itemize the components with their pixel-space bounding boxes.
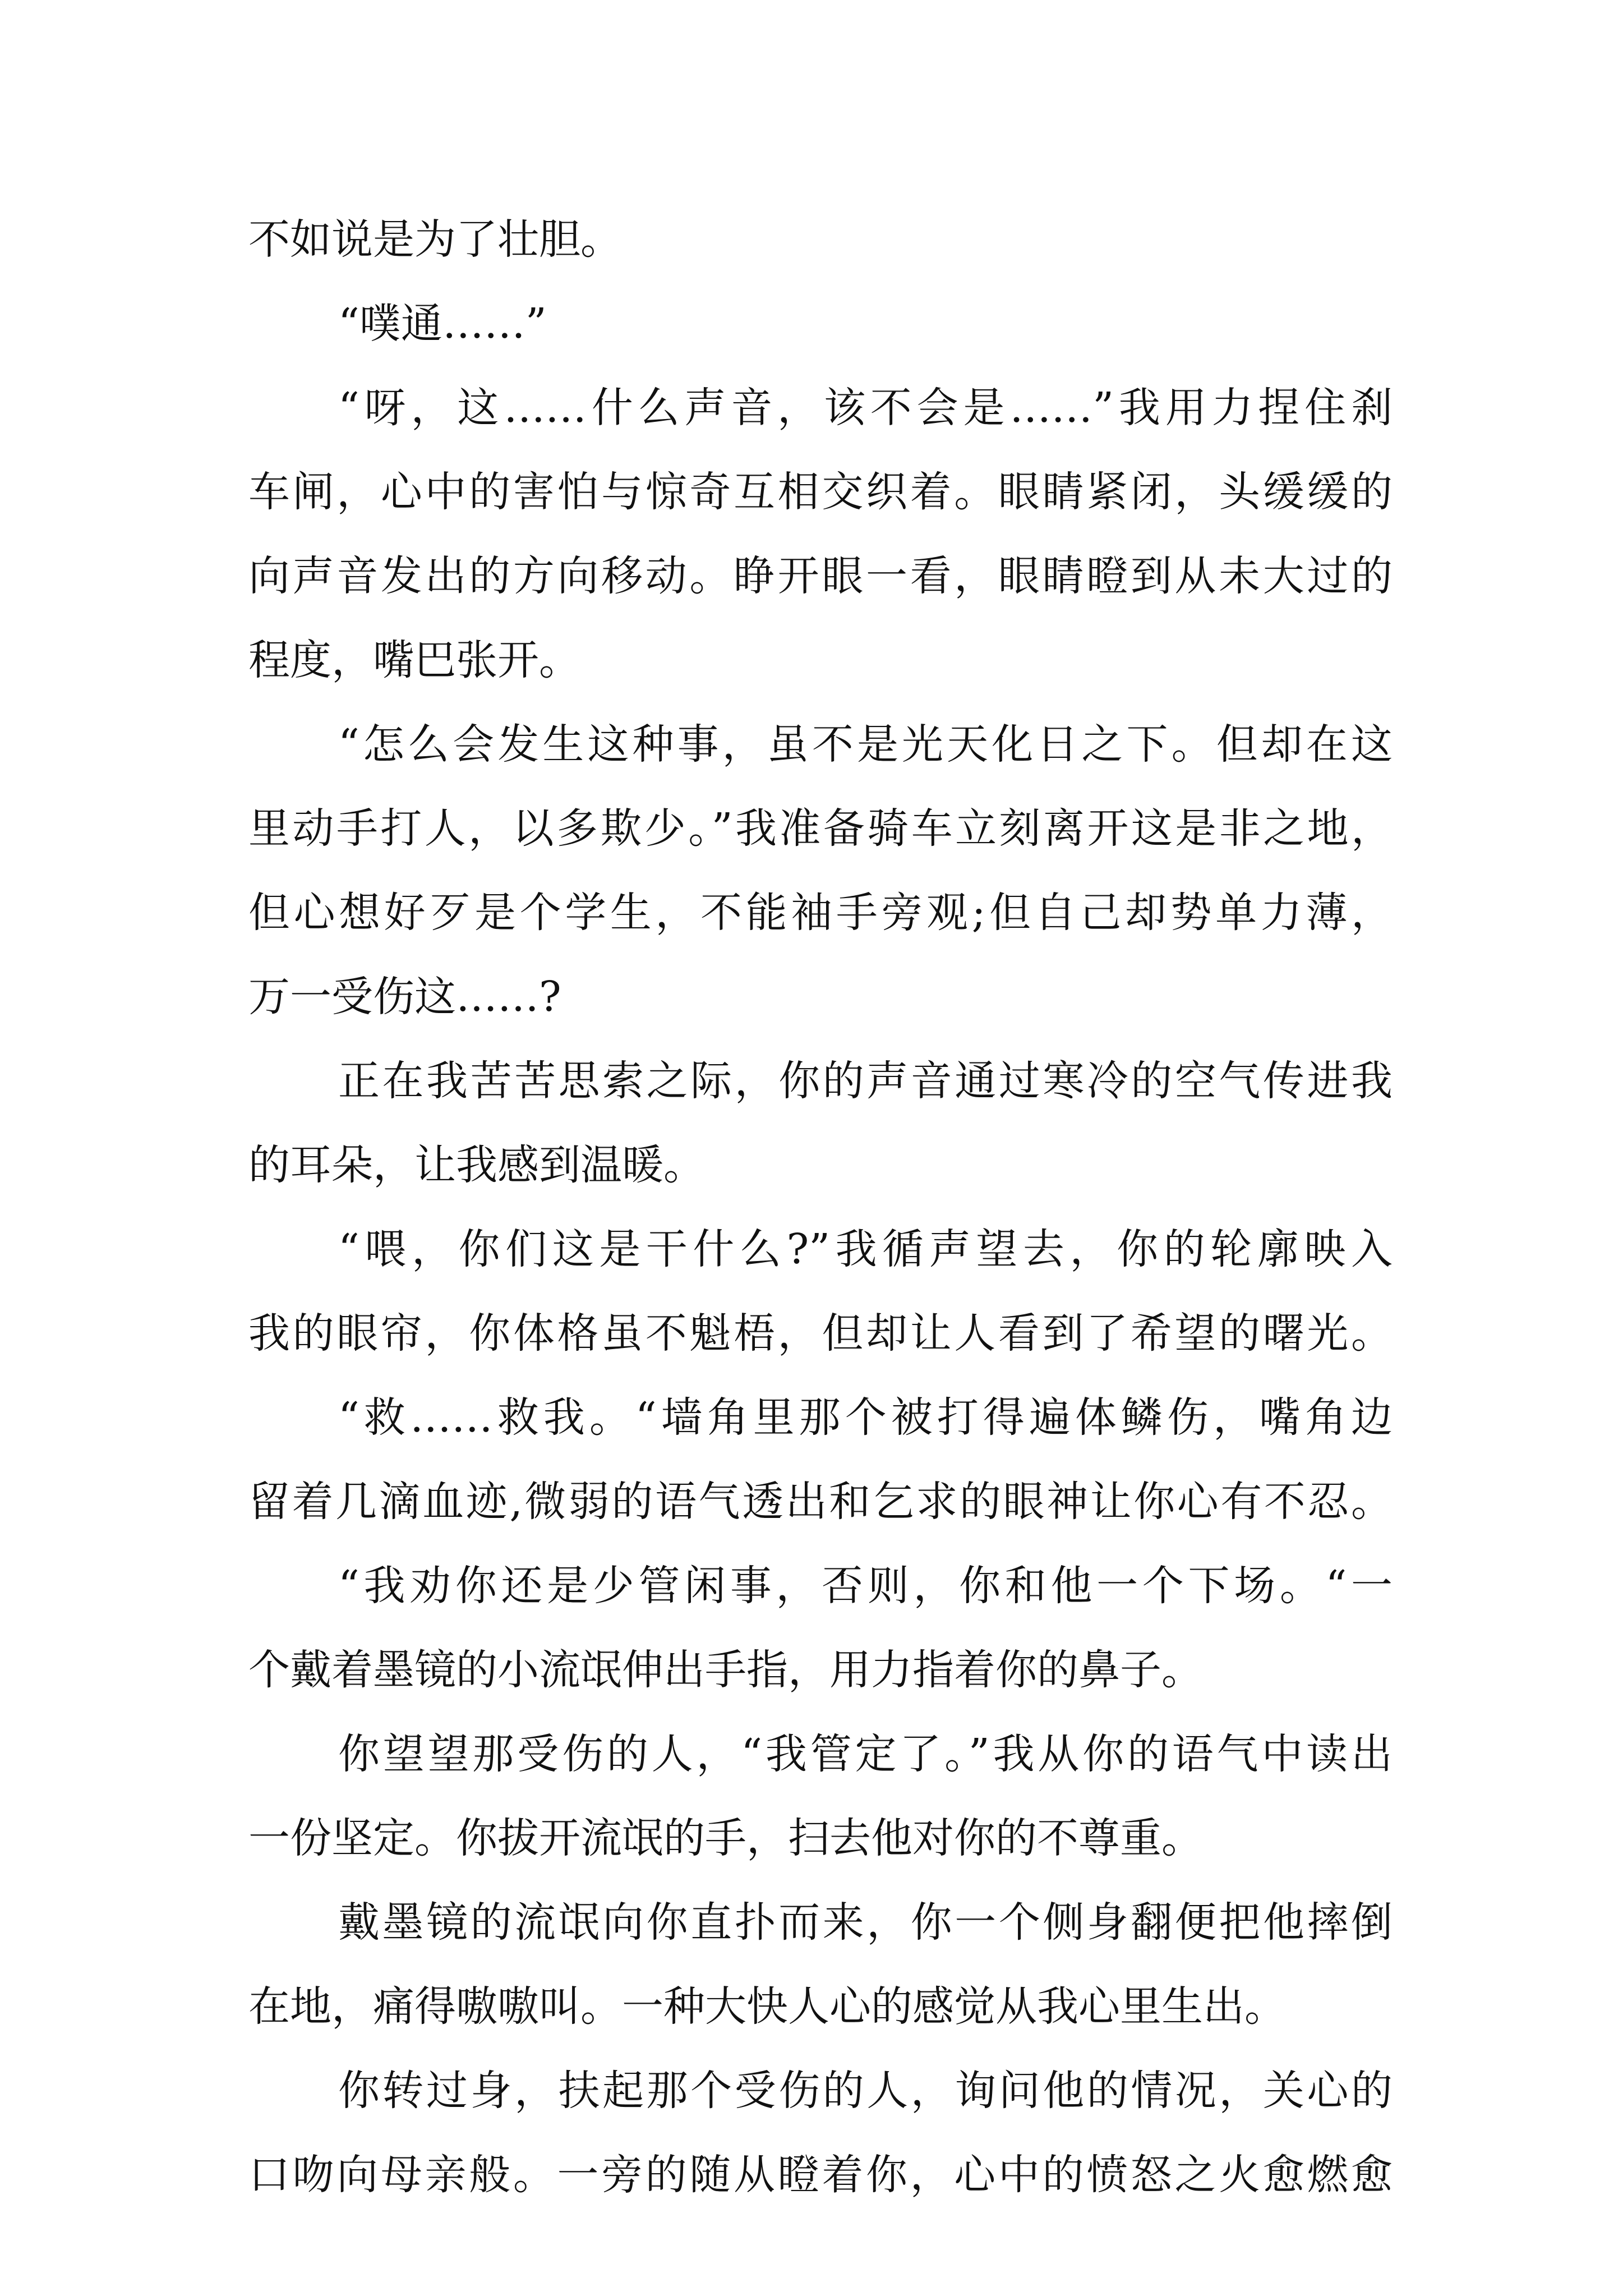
text-line: “救……救我。“墙角里那个被打得遍体鳞伤，嘴角边 bbox=[338, 1393, 1393, 1442]
text-line: “我劝你还是少管闲事，否则，你和他一个下场。“一 bbox=[338, 1562, 1393, 1610]
text-line: 但心想好歹是个学生，不能袖手旁观;但自己却势单力薄， bbox=[248, 889, 1393, 937]
text-line: 我的眼帘，你体格虽不魁梧，但却让人看到了希望的曙光。 bbox=[248, 1309, 1393, 1358]
text-line: “喂，你们这是干什么?”我循声望去，你的轮廓映入 bbox=[338, 1225, 1393, 1273]
text-line: 一份坚定。你拔开流氓的手，扫去他对你的不尊重。 bbox=[248, 1814, 1203, 1862]
text-line: 口吻向母亲般。一旁的随从瞪着你，心中的愤怒之火愈燃愈 bbox=[248, 2151, 1393, 2199]
text-line: 不如说是为了壮胆。 bbox=[248, 215, 622, 264]
text-line: “呀，这……什么声音，该不会是……”我用力捏住刹 bbox=[338, 384, 1393, 432]
text-line: 程度，嘴巴张开。 bbox=[248, 636, 580, 684]
text-line: 在地，痛得嗷嗷叫。一种大快人心的感觉从我心里生出。 bbox=[248, 1982, 1286, 2031]
text-line: 你转过身，扶起那个受伤的人，询问他的情况，关心的 bbox=[338, 2067, 1393, 2115]
text-line: 里动手打人，以多欺少。”我准备骑车立刻离开这是非之地， bbox=[248, 804, 1393, 853]
text-line: 个戴着墨镜的小流氓伸出手指，用力指着你的鼻子。 bbox=[248, 1646, 1203, 1694]
text-line: “怎么会发生这种事，虽不是光天化日之下。但却在这 bbox=[338, 720, 1393, 769]
text-line: 留着几滴血迹,微弱的语气透出和乞求的眼神让你心有不忍。 bbox=[248, 1478, 1393, 1526]
text-line: 车闸，心中的害怕与惊奇互相交织着。眼睛紧闭，头缓缓的 bbox=[248, 468, 1393, 516]
text-line: 戴墨镜的流氓向你直扑而来，你一个侧身翻便把他摔倒 bbox=[338, 1898, 1393, 1947]
text-line: 向声音发出的方向移动。睁开眼一看，眼睛瞪到从未大过的 bbox=[248, 552, 1393, 600]
text-line: 正在我苦苦思索之际，你的声音通过寒冷的空气传进我 bbox=[338, 1057, 1393, 1105]
text-line: 万一受伤这……? bbox=[248, 973, 561, 1021]
text-line: “噗通……” bbox=[338, 300, 547, 348]
text-line: 你望望那受伤的人，“我管定了。”我从你的语气中读出 bbox=[338, 1730, 1393, 1778]
text-line: 的耳朵，让我感到温暖。 bbox=[248, 1141, 705, 1189]
